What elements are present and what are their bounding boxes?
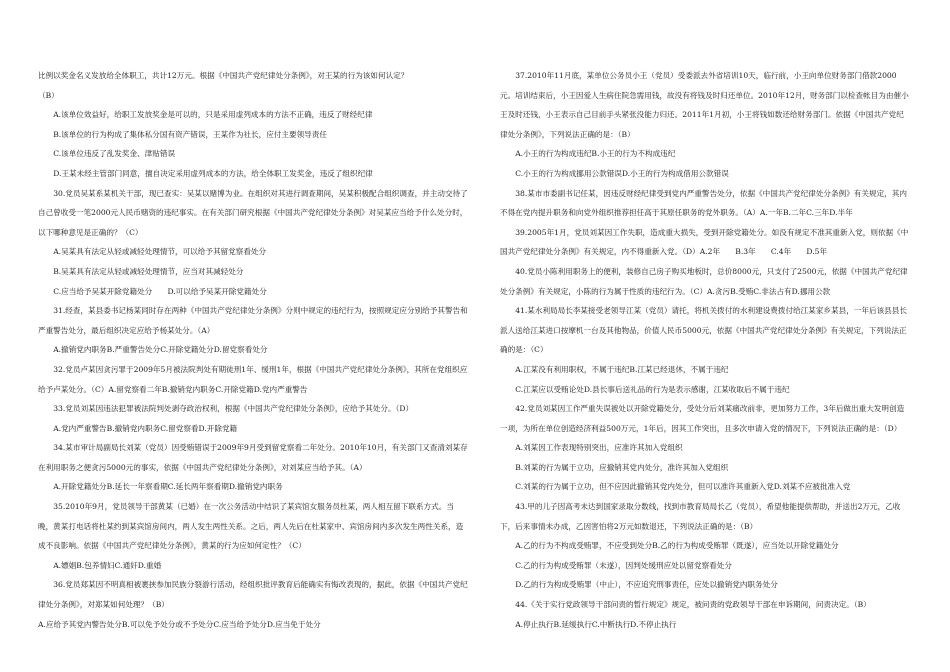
paragraph: 44.《关于实行党政领导干部问责的暂行规定》规定，被问责的党政领导干部在申诉期间，问责决定。（B） <box>515 600 871 610</box>
paragraph: A.撤销党内职务B.严重警告处分C.开除党籍处分D.留党察看处分 <box>53 345 268 355</box>
paragraph: A.党内严重警告B.撤销党内职务C.留党察看D.开除党籍 <box>53 423 238 433</box>
paragraph: 31.经查，某县委书记杨某同时存在两种《中国共产党纪律处分条例》分则中规定的违纪行为，按照规定应分别给予其警告和严重警告处分，最后组织决定应给予杨某处分。（A） <box>38 306 468 335</box>
paragraph: A.刘某因工作表现特别突出，应准许其加入党组织 <box>515 443 683 453</box>
left-column <box>38 66 468 672</box>
paragraph: 32.党员卢某因贪污罪于2009年5月被法院判处有期徒刑1年、缓刑1年，根据《中国共产党纪律处分条例》，其所在党组织应给予卢某处分。（C）A.留党察看二年B.撤销党内职务C.开除党籍D.党内严重警告 <box>38 364 468 394</box>
paragraph: 40.党员小陈利用职务上的便利，装修自己房子购买地板时，总价8000元，只支付了2500元，依据《中国共产党纪律处分条例》有关规定，小陈的行为属于性质的违纪行为。（C）A.贪污B.受贿C.非法占有D.挪用公款 <box>500 266 908 296</box>
paragraph: C.应当给予吴某开除党籍处分 D.可以给予吴某开除党籍处分 <box>53 286 267 296</box>
paragraph: A.嫖娼B.包养情妇C.通奸D.重婚 <box>53 560 162 570</box>
paragraph: C.刘某的行为属于立功，但不应因此撤销其党内处分，但可以准许其重新入党D.刘某不应被批准入党 <box>515 482 851 492</box>
paragraph: A.江某没有利用职权，不属于违纪B.江某已经退休，不属于违纪 <box>515 364 729 374</box>
paragraph: A.应给予其党内警告处分B.可以免予处分或不予处分C.应当给予处分D.应当免于处分 <box>38 619 321 629</box>
paragraph: A.停止执行B.延缓执行C.中断执行D.不停止执行 <box>515 619 677 629</box>
right-column <box>500 66 910 672</box>
paragraph: A.开除党籍处分B.延长一年察看期C.延长两年察看期D.撤销党内职务 <box>53 482 283 492</box>
paragraph: D.王某未经主管部门同意，擅自决定采用虚列成本的方法，给全体职工发奖金，违反了组织纪律 <box>53 168 373 178</box>
paragraph: B.该单位的行为构成了集体私分国有资产错误，王某作为社长，应付主要领导责任 <box>53 129 327 139</box>
paragraph: 34.某市审计局副局长刘某（党员）因受贿错误于2009年9月受到留党察看二年处分。2010年10月，有关部门又查清刘某存在利用职务之便贪污5000元的事实，依据《中国共产党纪律处分条例》，对刘某应当给予其。（A） <box>38 443 468 472</box>
paragraph: 35.2010年9月，党员领导干部黄某（已婚）在一次公务活动中结识了某宾馆女服务员杜某，两人相互留下联系方式。当晚，黄某打电话将杜某约到某宾馆房间内，两人发生两性关系。之后，两人先后在杜某家中、宾馆房间内多次发生两性关系，造成不良影响。依据《中国共产党纪律处分条例》，黄某的行为应如何定性？（C） <box>38 502 464 551</box>
paragraph: C.小王的行为构成挪用公款错误D.小王的行为构成借用公款错误 <box>515 168 729 178</box>
paragraph: A.吴某具有法定从轻或减轻处理情节，可以给予其留党察看处分 <box>53 247 267 257</box>
paragraph: 比例以奖金名义发放给全体职工，共计12万元。根据《中国共产党纪律处分条例》，对王某的行为该如何认定？ <box>38 71 409 80</box>
paragraph: 36.党员郑某因不明真相被裹挟参加民族分裂游行活动，经组织批评教育后能确实有悔改表现的，据此，依据《中国共产党纪律处分条例》，对郑某如何处理？（B） <box>38 580 468 610</box>
paragraph: C.江某应以受贿论处D.县长事后送礼品的行为是表示感谢，江某收取后不属于违纪 <box>515 384 790 394</box>
paragraph: 38.某市市委副书记任某，因违反财经纪律受到党内严重警告处分，依据《中国共产党纪律处分条例》有关规定，其内不得在党内提升职务和向党外组织推荐担任高于其原任职务的党外职务。（A）A.一年B.二年C.三年D.半年 <box>500 188 907 218</box>
paragraph: （B） <box>38 90 59 100</box>
paragraph: A.乙的行为不构成受贿罪，不应受到处分B.乙的行为构成受贿罪（既遂），应当处以开除党籍处分 <box>515 541 839 551</box>
paragraph: 41.某水利局局长李某接受老领导江某（党员）请托，将机关拨付的水利建设费拨付给江某家乡某县，一年后该县县长派人送给江某进口按摩机一台及其他物品，价值人民币5000元，依据《中国共产党纪律处分条例》有关规定，下列说法正确的是：（C） <box>500 306 907 355</box>
paragraph: 42.党员刘某因工作严重失误被处以开除党籍处分，受处分后刘某痛改前非，更加努力工作，3年后做出重大发明创造一项，为所在单位创造经济利益500万元，1年后，因其工作突出，且多次申请入党的情况下，下列说法正确的是：（D） <box>500 404 905 433</box>
paragraph: 33.党员刘某因违法犯罪被法院判处剥夺政治权利，根据《中国共产党纪律处分条例》，应给予其处分。（D） <box>53 404 414 414</box>
paragraph: A.小王的行为构成违纪B.小王的行为不构成违纪 <box>515 149 676 159</box>
paragraph: 39.2005年1月，党员刘某因工作失职，造成重大损失，受到开除党籍处分。如没有规定不准其重新入党，则依据《中国共产党纪律处分条例》有关规定，内不得重新入党。（D）A.2年 B.3年 C.4年 D.5年 <box>500 227 909 257</box>
paragraph: 37.2010年11月底，某单位公务员小王（党员）受委派去外省培训10天，临行前，小王向单位财务部门借款2000元。培训结束后，小王因爱人生病住院急需用钱，故没有将钱及时归还单位。2010年12月，财务部门以检查帐目为由催小王及时还钱，小王表示自己目前手头紧张没能力归还。2011年1月初，小王将钱如数还给财务部门。依据《中国共产党纪律处分条例》，下列说法正确的是：（B） <box>500 71 909 139</box>
paragraph: B.刘某的行为属于立功，应撤销其党内处分，准许其加入党组织 <box>515 462 729 472</box>
paragraph: A.该单位效益好，给职工发放奖金是可以的，只是采用虚列成本的方法不正确，违反了财经纪律 <box>53 110 373 120</box>
paragraph: 43.甲的儿子因高考未达到国家录取分数线，找到市教育局局长乙（党员），希望他能提供帮助，并送出2万元，乙收下，后来事情未办成，乙因害怕将2万元如数退还，下列说法正确的是：（B） <box>500 502 901 531</box>
paragraph: C.乙的行为构成受贿罪（未遂），因判处缓刑应处以留党察看处分 <box>515 560 732 570</box>
paragraph: 30.党员吴某系某机关干部，现已查实：吴某以赌博为业。在组织对其进行调查期间，吴某积极配合组织调查，并主动交待了自己曾收受一笔2000元人民币赌资的违纪事实。在有关部门研究根据《中国共产党纪律处分条例》对吴某应当给予什么处分时，以下哪种意见是正确的？（C） <box>38 188 468 237</box>
paragraph: D.乙的行为构成受贿罪（中止），不应追究刑事责任，应处以撤销党内职务处分 <box>515 580 778 590</box>
paragraph: C.该单位违反了乱发奖金、津贴错误 <box>53 149 176 159</box>
paragraph: B.吴某具有法定从轻或减轻处理情节，应当对其减轻处分 <box>53 266 244 276</box>
